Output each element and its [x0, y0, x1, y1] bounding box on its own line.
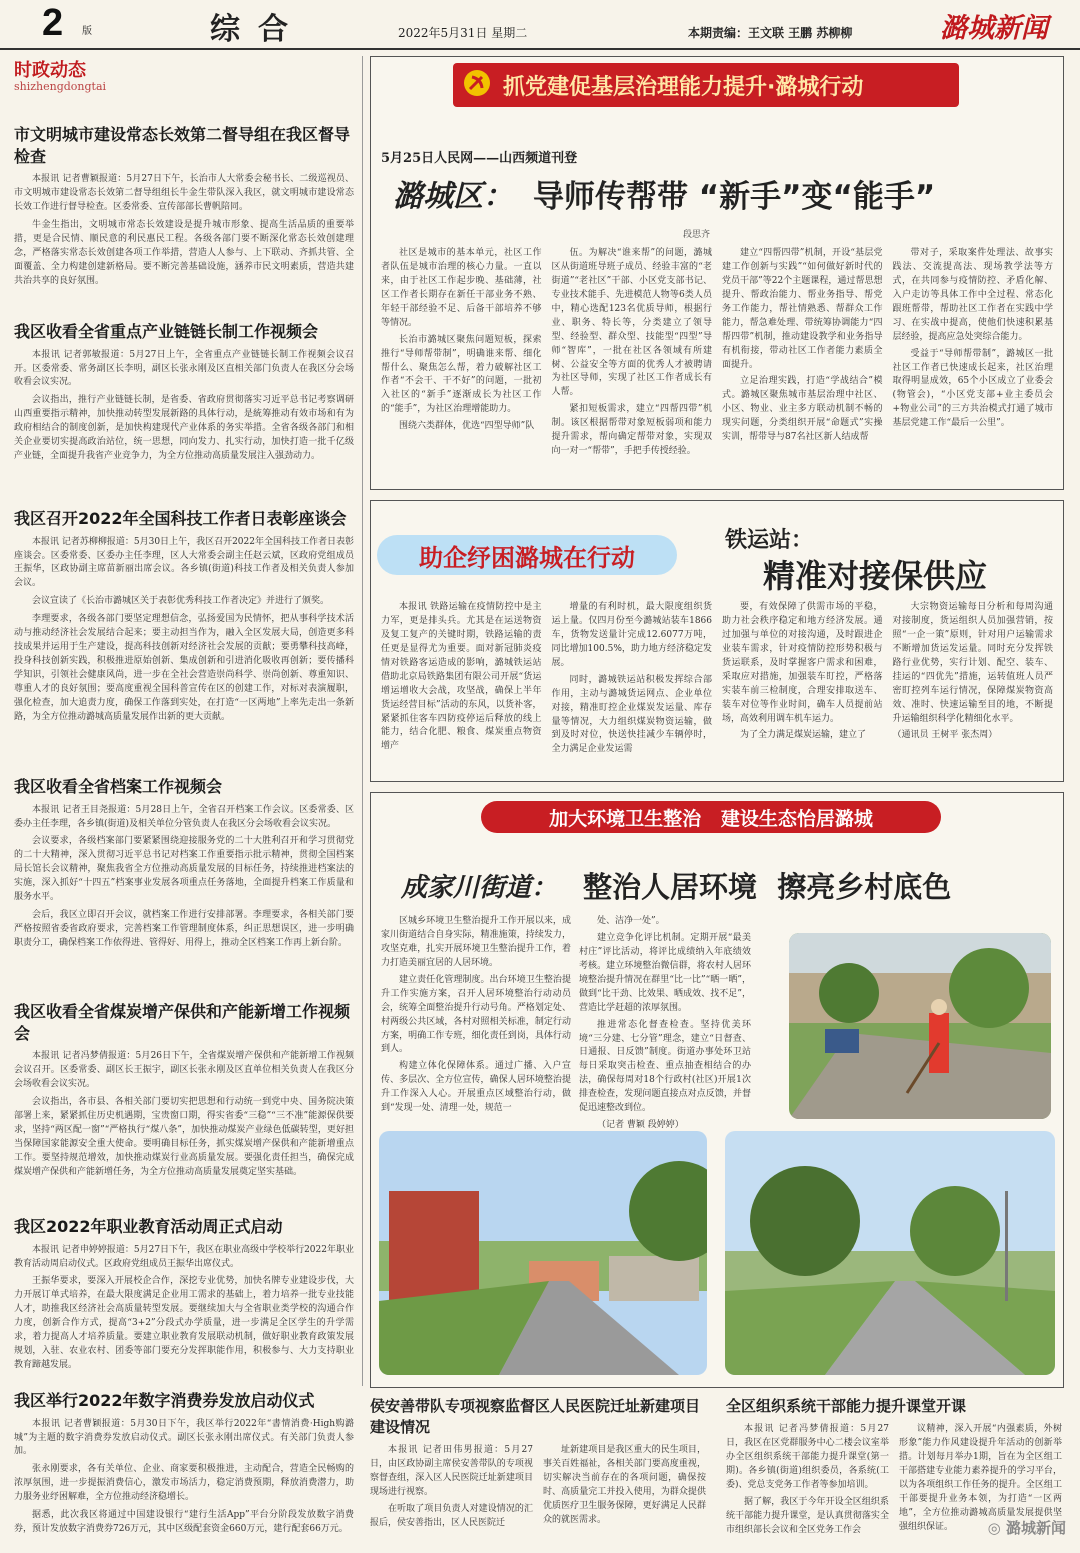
- feature-paragraph: 长治市潞城区聚焦问题短板，探索推行“导师帮带制”，明确谁来帮、细化帮什么、聚焦怎么帮，着力破解社区工作者“不会干、干不好”的问题，一批初入社区的“新手”逐渐成长为社区工作的“能手”，为社区治理增能助力。: [381, 334, 542, 415]
- article-title: 我区举行2022年数字消费券发放启动仪式: [14, 1391, 315, 1410]
- wechat-icon: ◎: [987, 1519, 1001, 1537]
- hygiene-paragraph: 推进常态化督查检查。坚持优美环境“三分建、七分管”理念，建立“日督查、日通报、日反馈”制度。街道办事处环卫站每日采取突击检查、重点抽查相结合的办法，确保每周对18个行政村(社区)开展1次排查检查，发现问题直接点对点反馈，并督促迅速整改到位。: [579, 1019, 751, 1114]
- railway-banner: [377, 535, 677, 575]
- hygiene-paragraph: 区城乡环境卫生整治提升工作开展以来，成家川街道结合自身实际，精准施策，持续发力，攻坚克难，扎实开展环境卫生整治提升工作，着力打造美丽宜居的人居环境。: [381, 916, 571, 968]
- article: [14, 1216, 354, 1377]
- article-title: 市文明城市建设常态长效第二督导组在我区督导检查: [14, 125, 351, 166]
- article-paragraph: 李理要求，各级各部门要坚定理想信念，弘扬爱国为民情怀，把从事科学技术活动与推动经济社会发展结合起来；要主动担当作为，融入全区发展大局，创造更多科技成果并运用于生产建设，提高科技创新对经济社会发展的贡献；要勇攀科技高峰，投身科技创新实践，积极推进原始创新、集成创新和引进消化吸收再创新；要传播科学知识，引领社会健康风尚，进一步在全社会营造崇尚科学、崇尚创新、尊重知识、尊重人才的良好氛围；要高度重视全国科普宣传在区的创建工作，对标对表演履职，强化检查，加大追责力度，确保工作落到实处，在打造“一区两地”上率先走出一条新路，为全方位推动潞城高质量发展作出新的更大贡献。: [14, 614, 354, 722]
- railway-box: [370, 500, 1064, 782]
- photo-village-road-right: [725, 1131, 1055, 1375]
- article-paragraph: 本报讯 记者曹颖报道：5月30日下午，我区举行2022年“書情消费·High购潞城”为主题的数字消费券发放启动仪式。副区长张永刚出席仪式。有关部门负责人参加。: [14, 1418, 354, 1457]
- article-paragraph: 据了解，我区于今年开设全区组织系统干部能力提升课堂，是认真贯彻落实全市组织部长会议和全区党务工作会: [726, 1496, 889, 1535]
- masthead: [0, 0, 1080, 50]
- editors: 本期责编：王文联 王鹏 苏柳柳: [688, 26, 853, 40]
- article-paragraph: 据悉，此次我区将通过中国建设银行“建行生活App”平台分阶段发放数字消费券，预计发放数字消费券726万元，其中区级配套资金660万元，建行配套66万元。: [14, 1510, 354, 1535]
- hygiene-paragraph: 处、洁净一处”。: [597, 916, 665, 926]
- feature-body: [381, 247, 1053, 462]
- column-divider: [362, 56, 363, 1386]
- article-paragraph: 本报讯 记者冯梦倩报道：5月27日，我区在区党群服务中心二楼会议室举办全区组织系统干部能力提升课堂(第一期)。各乡镇(街道)组织委员，各系统(工委)、党总支党务工作者等参加培训。: [726, 1424, 889, 1490]
- article-paragraph: 牛金生指出，文明城市常态长效建设是提升城市形象、提高生活品质的重要举措，更是合民情、顺民意的利民惠民工程。各级各部门要不断深化常态长效创建理念，严格落实常态长效创建各项工作举措，营造人人参与、上下联动、齐抓共管、全面覆盖、全力构建创建新格局。要不断完善基础设施，涵养市民文明素质，营造共建共治共享的良好氛围。: [14, 220, 354, 286]
- feature-banner-text: 抓党建促基层治理能力提升·潞城行动: [503, 74, 864, 100]
- article-paragraph: 本报讯 记者田伟男报道：5月27日，由区政协副主席侯安善带队的专项视察督查组，深入区人民医院迁址新建项目现场进行视察。: [370, 1445, 533, 1497]
- railway-banner-text: 助企纾困潞城在行动: [419, 543, 635, 572]
- article-paragraph: 本报讯 记者王目尧报道：5月28日上午，全省召开档案工作会议。区委常委、区委办主任李理，各乡镇(街道)及相关单位分管负责人在我区分会场收看会议实况。: [14, 804, 354, 829]
- feature-paragraph: 受益于“导师帮带制”，潞城区一批社区工作者已快速成长起来，社区治理取得明显成效，65个小区成立了业委会(物管会)，“小区党支部+业主委员会+物业公司”的三方共治模式打通了城市基层党建工作“最后一公里”。: [892, 348, 1053, 429]
- article: [14, 1390, 354, 1541]
- article-paragraph: 址新建项目是我区重大的民生项目，事关百姓福祉，各相关部门要高度重视，切实解决当前存在的各项问题，确保按时、高质量完工并投入使用，为群众提供优质医疗卫生服务保障，更好满足人民群众的就医需求。: [543, 1445, 706, 1525]
- article-paragraph: 会议要求，各级档案部门要紧紧围绕迎接服务党的二十大胜利召开和学习贯彻党的二十大精神，深入贯彻习近平总书记对档案工作重要指示批示精神，贯彻全国档案局长馆长会议精神，聚焦我省全方位推动高质量发展的目标任务，持续推进档案法的实施，深入抓好“十四五”档案事业发展各项重点任务落地，全面提升档案工作质量和服务水平。: [14, 836, 354, 903]
- article-paragraph: 会议指出，各市县、各相关部门要切实把思想和行动统一到党中央、国务院决策部署上来，紧紧抓住历史机遇期，宝贵窗口期，得实省委“三稳”“三不准”能源保供要求，坚持“两区配一窗”“严格执行“煤八条”，加快推动煤炭产业绿色低碳转型，更好担当保障国家能源安全重大使命。要明确目标任务，抓实煤炭增产保供和产能新增重点工作。要坚持规范增效，加快推动煤炭行业高质量发展。要强化责任担当，确保完成煤炭增产保供和产能新增任务，为全方位推动高质量发展奠定坚实基础。: [14, 1097, 354, 1177]
- party-emblem-icon: [463, 69, 491, 101]
- article-title: 全区组织系统干部能力提升课堂开课: [726, 1397, 967, 1415]
- article-paragraph: 本报讯 记者苏柳柳报道：5月30日上午，我区召开2022年全国科技工作者日表彰座谈会。区委常委、区委办主任李理，区人大常委会副主任赵云斌，区政府党组成员王振华，区政协副主席苗新丽出席会议。各乡镇(街道)科技工作者及相关负责人参加会议。: [14, 536, 354, 589]
- photo-street-sweeper: [789, 933, 1051, 1119]
- hygiene-paragraph: 建立竞争化评比机制。定期开展“最美村庄”评比活动，将评比成绩纳入年底绩效考核。建立环境整治微信群，将农村人居环境整治提升情况在群里“比一比”“晒一晒”，做到“比干劲、比效果、晒成效、找不足”，营造比学赶超的浓厚氛围。: [579, 932, 751, 1013]
- article: [14, 1001, 354, 1184]
- feature-source: 5月25日人民网——山西频道刊登: [381, 151, 578, 166]
- article-paragraph: 本报讯 记者曹颖报道：5月27日下午，长治市人大常委会秘书长、二级巡视员、市文明城市建设常态长效第二督导组组长牛金生带队深入我区，就文明城市建设常态长效工作进行督导检查。区委常委、宣传部部长曹帆陪同。: [14, 174, 354, 213]
- hygiene-paragraph: 建立责任化管理制度。出台环境卫生整治提升工作实施方案，召开人居环境整治行动动员会，统筹全面整治提升行动号角。严格划定处、村两级公共区域，各村对照相关标准，制定行动方案，明确工作专班，细化责任到岗，具体行动到人。: [381, 974, 571, 1055]
- railway-body: [381, 601, 1053, 760]
- feature-paragraph: 带对子，采取案件处理法、故事实践法、交流提高法、现场教学法等方式，在共同参与疫情防控、矛盾化解、入户走访等具体工作中全过程、常态化跟班帮带，帮助社区工作者在实践中学习、在实战中提高，使他们快速积累基层经验，提高应急处突综合能力。: [892, 248, 1053, 342]
- hygiene-paragraph: （记者 曹颖 段婷婷）: [597, 1120, 684, 1131]
- article-paragraph: 本报讯 记者郭敏报道：5月27日上午，全省重点产业链链长制工作视频会议召开。区委常委、常务副区长李明，副区长张永刚及区直相关部门负责人在我区分会场收看会议实况。: [14, 349, 354, 388]
- article-title: 我区收看全省档案工作视频会: [14, 777, 223, 796]
- column-brand: 时政动态: [14, 60, 86, 80]
- hygiene-col1: [381, 915, 571, 1119]
- feature-box: [370, 56, 1064, 490]
- article-title: 我区召开2022年全国科技工作者日表彰座谈会: [14, 509, 347, 528]
- railway-paragraph: 增量的有利时机，最大限度组织货运上量。仅四月份至今潞城站装车1866车，货物发送量计完成12.6077万吨，同比增加100.5%，助力地方经济稳定发展。: [551, 602, 712, 668]
- railway-paragraph: 为了全力满足煤炭运输，建立了: [740, 730, 867, 741]
- feature-author: 段思齐: [683, 230, 711, 240]
- bottom-article-hospital: [370, 1396, 706, 1534]
- railway-paragraph: 本报讯 铁路运输在疫情防控中是主力军，更是排头兵。尤其是在运送物资及复工复产的关键时期，铁路运输的责任更是显得尤为重要。面对新冠肺炎疫情对铁路客运造成的影响，潞城铁运站借助北京局铁路集团有限公司开展“货运增运增收大会战，攻坚战，确保上半年货运经营目标”活动的东风，以货补客，紧紧抓住客车四防疫停运后释放的线上能力，结合化肥、粮食、煤炭重点物资增产: [381, 602, 542, 752]
- article: [14, 776, 354, 955]
- feature-paragraph: 伍。为解决“谁来帮”的问题，潞城区从街道班导班子成员、经验丰富的“老街道”“老社区”干部、小区党支部书记、专业技术能手、先进模范人物等6类人员中，精心选配123名优质导师，根据行业、职务、特长等，分类建立了领导型、经验型、群众型、技能型“四型”导师“智库”，一批在社区各领域有所建树、公益安全等方面的优秀人才被聘请为社区导师，实现了社区工作者成长有人帮。: [551, 248, 712, 398]
- hygiene-col2: [579, 915, 751, 1136]
- article: [14, 124, 354, 293]
- feature-paragraph: 社区是城市的基本单元，社区工作者队伍是城市治理的核心力量。一直以来，由于社区工作起步晚、基础薄，社区工作者长期存在新任干部业务不熟、年轻干部经验不足、后备干部培养不够等情况。: [381, 248, 542, 328]
- page-number: 2: [42, 2, 64, 44]
- section-title: 综合: [210, 12, 306, 47]
- feature-paragraph: 围绕六类群体，优选“四型导师”队: [399, 421, 535, 432]
- railway-byline: （通讯员 王树平 张杰周）: [892, 730, 998, 741]
- hygiene-banner-text: 加大环境卫生整治 建设生态怡居潞城: [549, 807, 873, 830]
- hygiene-paragraph: 构建立体化保障体系。通过广播、入户宣传、多层次、全方位宣传，确保人居环境整治提升工作深入人心。开展重点区域整治行动，做到“发现一处、清理一处，规范一: [381, 1061, 571, 1114]
- hygiene-box: [370, 792, 1064, 1388]
- feature-paragraph: 立足治理实践，打造“学战结合”模式。潞城区聚焦城市基层治理中社区、小区、物业、业主多方联动机制不畅的现实问题，分类组织开展“命题式”实操实训，帮带导与87名社区新人结成帮: [722, 376, 883, 443]
- article-paragraph: 议精神，深入开展“内强素质，外树形象”能力作风建设提升年活动的创新举措。计划每月举办1期，旨在为全区组工干部搭建专业能力素养提升的学习平台，以为各项组织工作任务的提升。全区组工干部要提升业务本领，为打造“一区两地”，全方位推动潞城高质量发展提供坚强组织保证。: [899, 1424, 1062, 1532]
- article: [14, 508, 354, 729]
- railway-paragraph: 要，有效保障了供需市场的平稳，助力社会秩序稳定和地方经济发展。通过加强与单位的对接沟通，及时跟进企业装车需求，针对疫情防控形势积极与货运联系，及时掌握客户需求和困难，采取应对措施，加强装车盯控，严格落实装车前三检制度，合理安排取送车、装车对位等作业时间，确车人员提前站场，高效利用调车机车运力。: [722, 602, 883, 724]
- article-title: 我区收看全省重点产业链链长制工作视频会: [14, 322, 319, 341]
- column-brand-pinyin: shizhengdongtai: [14, 80, 107, 93]
- railway-title: 精准对接保供应: [763, 557, 988, 595]
- article-paragraph: 会后，我区立即召开会议，就档案工作进行安排部署。李理要求，各相关部门要严格按照省委省政府要求，完善档案工作管理制度体系，纠正思想误区，进一步明确职责分工，确保档案工作依得进、管得好、用得上，推动全区档案工作再上新台阶。: [14, 910, 354, 949]
- railway-paragraph: 大宗物资运输每日分析和每周沟通对接制度，货运组织人员加强营销，按照“一企一策”原则，针对用户运输需求不断增加货运发运量。同时充分发挥铁路行业优势，实行计划、配空、装车、挂运的“四优先”措施，运转值班人员严密盯控列车运行情况，保障煤炭物资高效、准时、快速运输至目的地，不断提升运输组织科学化精细化水平。: [892, 602, 1053, 724]
- article-title: 我区收看全省煤炭增产保供和产能新增工作视频会: [14, 1002, 351, 1043]
- feature-title: 导师传帮带 “新手”变“能手”: [533, 179, 936, 215]
- photo-village-road-left: [379, 1131, 707, 1375]
- hygiene-banner: [481, 801, 941, 833]
- watermark: [988, 1517, 1066, 1538]
- article-paragraph: 会议指出，推行产业链链长制，是省委、省政府贯彻落实习近平总书记考察调研山西重要指示精神，加快推动转型发展新路的具体行动，是統筹推动有效市场和有为政府相结合的制度创新，是加快构建现代产业体系的务实举措。全省各级各部门和相关企业要切实提高政治站位，统一思想，同向发力、扎实行动，加快打造一批千亿级产业链，全面提升我省产业竞争力，为全方位推动高质量发展注入强劲动力。: [14, 395, 354, 462]
- page-tag: 版: [82, 26, 92, 37]
- hygiene-kicker: 成家川街道：: [401, 873, 558, 903]
- hygiene-title: 整治人居环境 擦亮乡村底色: [583, 870, 952, 904]
- left-column: [14, 56, 354, 1553]
- article-paragraph: 张永刚要求，各有关单位、企业、商家要积极推进，主动配合，营造全民畅购的浓厚氛围，进一步提振消费信心，激发市场活力，稳定消费预期，释放消费潜力，助力服务业纾困解难，全方位推动经济稳增长。: [14, 1464, 354, 1503]
- railway-paragraph: 同时，潞城铁运站积极发挥综合部作用，主动与潞城货运网点、企业单位对接，精准盯控企业煤炭发运量、库存量等情况，大力组织煤炭物资运输，做到及时对位，快送快挂减少车辆停时，全力满足企业发运需: [551, 674, 712, 755]
- article-title: 侯安善带队专项视察监督区人民医院迁址新建项目建设情况: [370, 1397, 701, 1436]
- feature-paragraph: 紧扣短板需求，建立“四帮四带”机制。该区根据帮带对象短板弱项和能力提升需求，帮向确定帮带对象，实现双向一对一“帮带”，手把手传授经验。: [551, 404, 712, 457]
- newspaper-logo: 潞城新闻: [940, 13, 1048, 44]
- railway-kicker: 铁运站：: [725, 527, 814, 553]
- issue-date: 2022年5月31日 星期二: [398, 26, 528, 40]
- article-paragraph: 王振华要求，要深入开展校企合作，深挖专业优势，加快名牌专业建设步伐，大力开展订单式培养，在最大限度满足企业用工需求的基础上，着力培养一批专业技能人才，助推我区经济社会高质量转型发展。要继续加大与全省职业类学校的沟通合作力度，创新合作方式，提高“3+2”分段式办学质量，进一步满足全区学生的升学需求，着力提高人才培养质量。要建立职业教育发展联动机制，做好职业教育政策发展规划，入驻、农业农村、团委等部门要充分发挥职能作用，积极参与、大力支持职业教育蹄越发展。: [14, 1276, 354, 1371]
- watermark-text: 潞城新闻: [1005, 1519, 1066, 1537]
- article-paragraph: 本报讯 记者申婷婷报道：5月27日下午，我区在职业高级中学校举行2022年职业教育活动周启动仪式。区政府党组成员王振华出席仪式。: [14, 1244, 354, 1269]
- feature-title-brand: 潞城区：: [393, 179, 513, 214]
- article-paragraph: 会议宣读了《长治市潞城区关于表彰优秀科技工作者决定》并进行了颁奖。: [32, 596, 330, 607]
- article-paragraph: 本报讯 记者冯梦倩报道：5月26日下午，全省煤炭增产保供和产能新增工作视频会议召开。区委常委、副区长王振宇，副区长张永刚及区直单位相关负责人在我区分会场收看会议实况。: [14, 1051, 354, 1090]
- feature-banner: [453, 63, 959, 107]
- feature-paragraph: 建立“四帮四带”机制，开设“基层党建工作创新与实践”“如何做好新时代的党员干部”等22个主题课程，通过帮思想提升、帮政治能力、帮业务指导、帮党务工作能力，帮社情熟悉、帮群众工作能力，帮急难处理、带统筹协调能力“四帮四带”机制，推动建设教学和业务指导有机衔接，带动社区工作者能力素质全面提升。: [722, 248, 883, 370]
- article-title: 我区2022年职业教育活动周正式启动: [14, 1217, 283, 1236]
- article: [14, 321, 354, 468]
- article-paragraph: 在听取了项目负责人对建设情况的汇报后，侯安善指出，区人民医院迁: [370, 1503, 533, 1528]
